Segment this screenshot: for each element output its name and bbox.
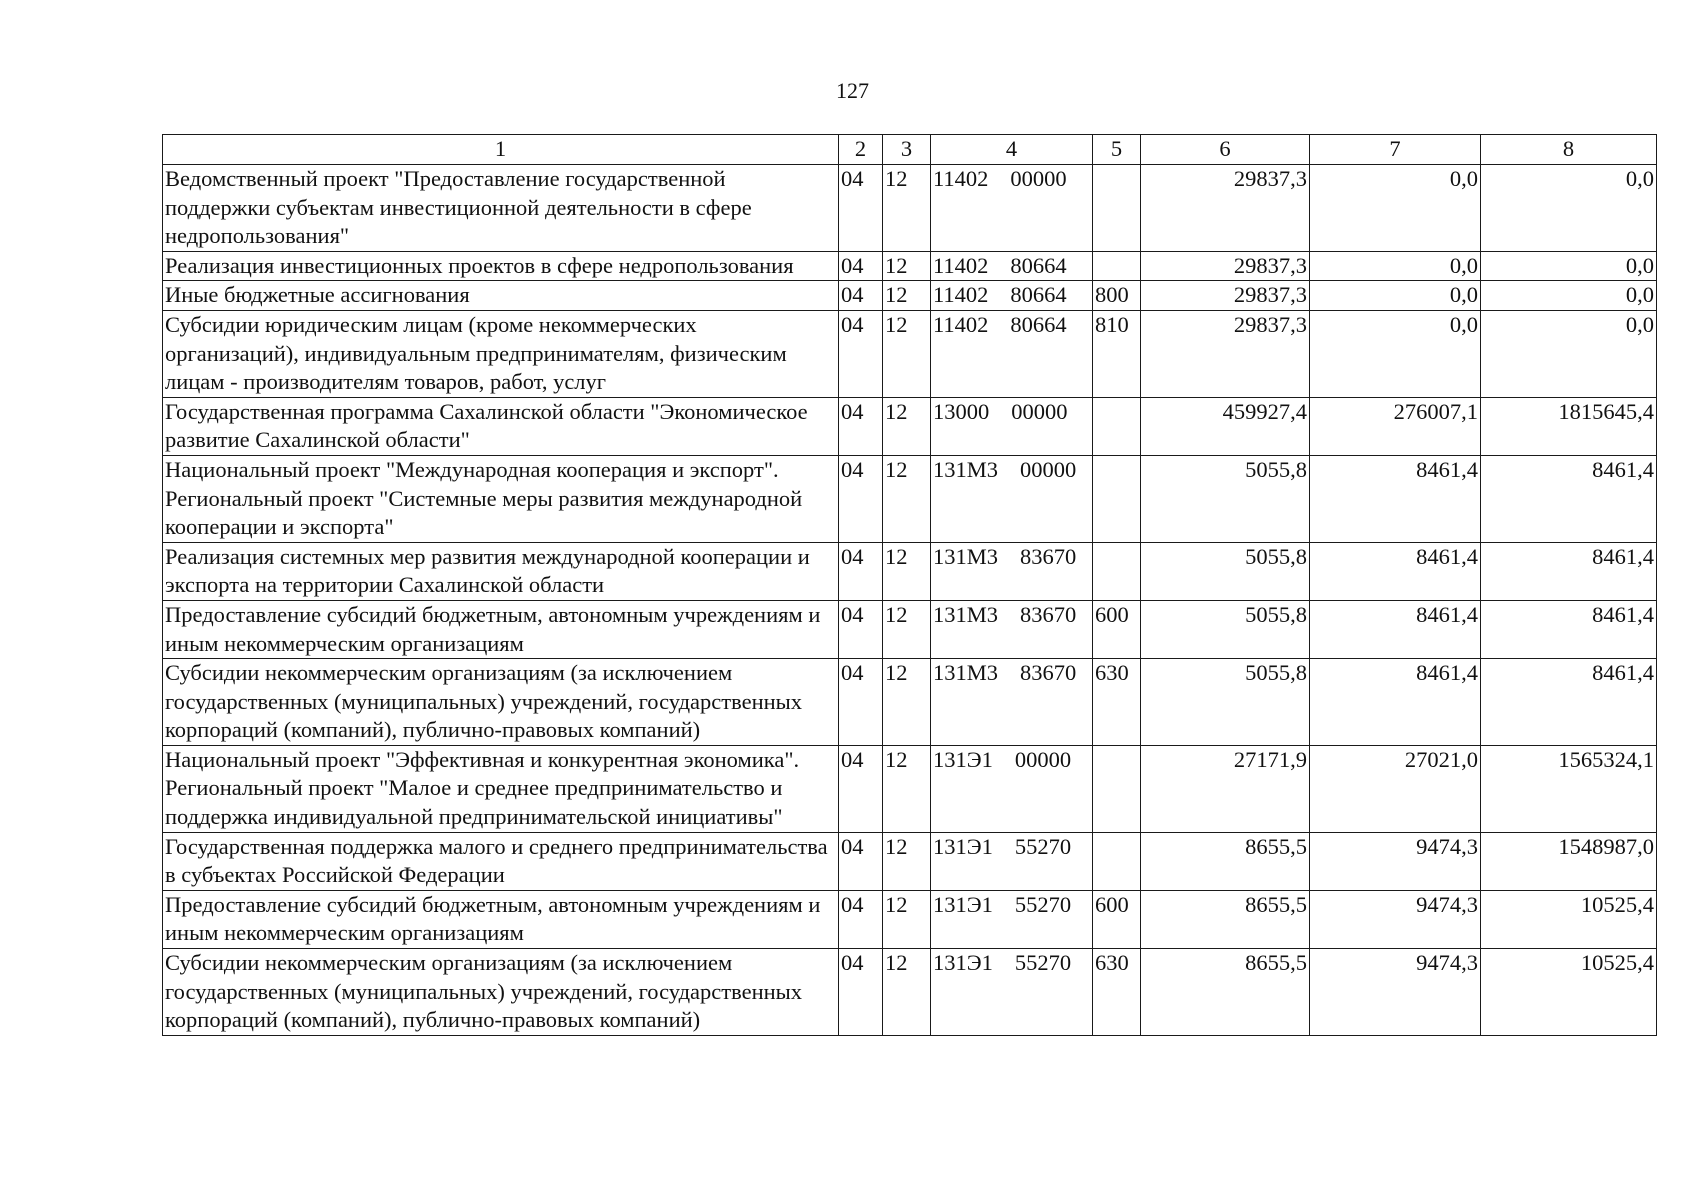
- amount-col-7: 8461,4: [1310, 542, 1481, 600]
- amount-col-7: 0,0: [1310, 281, 1481, 311]
- target-article-part2: 80664: [1010, 282, 1067, 308]
- expense-type-code: 600: [1093, 600, 1141, 658]
- table-row: [163, 600, 1657, 658]
- target-article-part2: 80664: [1010, 252, 1067, 278]
- target-article-part1: 11402: [933, 252, 989, 278]
- subsection-code: 12: [883, 455, 931, 542]
- target-article-code: [931, 165, 1093, 252]
- row-name: Ведомственный проект "Предоставление государственной поддержки субъектам инвестиционной деятельности в сфере недропользования": [163, 165, 839, 252]
- amount-col-7: 276007,1: [1310, 397, 1481, 455]
- section-code: 04: [839, 455, 883, 542]
- column-header: 2: [839, 135, 883, 165]
- amount-col-8: 10525,4: [1481, 949, 1657, 1036]
- amount-col-6: 5055,8: [1141, 455, 1310, 542]
- page-number: 127: [836, 78, 869, 103]
- amount-col-6: 29837,3: [1141, 251, 1310, 281]
- subsection-code: 12: [883, 310, 931, 397]
- row-name: Национальный проект "Эффективная и конкурентная экономика". Региональный проект "Малое и среднее предпринимательство и поддержка индивидуальной предпринимательской инициативы": [163, 745, 839, 832]
- amount-col-6: 29837,3: [1141, 281, 1310, 311]
- table-row: [163, 455, 1657, 542]
- target-article-part2: 55270: [1014, 950, 1072, 976]
- section-code: 04: [839, 310, 883, 397]
- amount-col-7: 9474,3: [1310, 890, 1481, 948]
- target-article-part2: 00000: [1020, 456, 1077, 482]
- target-article-part1: 11402: [933, 166, 989, 191]
- row-name: Субсидии некоммерческим организациям (за исключением государственных (муниципальных) учреждений, государственных корпораций (компаний), публично-правовых компаний): [163, 659, 839, 746]
- amount-col-8: 1548987,0: [1481, 832, 1657, 890]
- subsection-code: 12: [883, 542, 931, 600]
- expense-type-code: 800: [1093, 281, 1141, 311]
- target-article-code: [931, 251, 1093, 281]
- row-name: Государственная поддержка малого и среднего предпринимательства в субъектах Российской Федерации: [163, 832, 839, 890]
- table-row: [163, 659, 1657, 746]
- subsection-code: 12: [883, 949, 931, 1036]
- target-article-part1: 131Э1: [933, 746, 993, 772]
- target-article-part1: 13000: [933, 398, 990, 424]
- target-article-code: [931, 949, 1093, 1036]
- table-row: [163, 890, 1657, 948]
- row-name: Национальный проект "Международная кооперация и экспорт". Региональный проект "Системные меры развития международной кооперации и экспорта": [163, 455, 839, 542]
- target-article-code: [931, 542, 1093, 600]
- expense-type-code: [1093, 542, 1141, 600]
- target-article-code: [931, 745, 1093, 832]
- budget-table: [162, 134, 1657, 1036]
- amount-col-8: 1815645,4: [1481, 397, 1657, 455]
- amount-col-7: 0,0: [1310, 310, 1481, 397]
- target-article-code: [931, 310, 1093, 397]
- row-name: Субсидии некоммерческим организациям (за исключением государственных (муниципальных) учреждений, государственных корпораций (компаний), публично-правовых компаний): [163, 949, 839, 1036]
- amount-col-8: 8461,4: [1481, 542, 1657, 600]
- amount-col-6: 29837,3: [1141, 165, 1310, 252]
- subsection-code: 12: [883, 832, 931, 890]
- row-name: Предоставление субсидий бюджетным, автономным учреждениям и иным некоммерческим организациям: [163, 600, 839, 658]
- target-article-part1: 131Э1: [933, 950, 993, 976]
- subsection-code: 12: [883, 281, 931, 311]
- amount-col-6: 8655,5: [1141, 949, 1310, 1036]
- amount-col-8: 1565324,1: [1481, 745, 1657, 832]
- amount-col-8: 0,0: [1481, 310, 1657, 397]
- section-code: 04: [839, 745, 883, 832]
- expense-type-code: 810: [1093, 310, 1141, 397]
- column-header: 6: [1141, 135, 1310, 165]
- row-name: Реализация инвестиционных проектов в сфере недропользования: [163, 251, 839, 281]
- expense-type-code: [1093, 397, 1141, 455]
- target-article-part1: 11402: [933, 282, 989, 308]
- amount-col-8: 8461,4: [1481, 600, 1657, 658]
- target-article-part2: 83670: [1020, 660, 1077, 686]
- amount-col-6: 5055,8: [1141, 659, 1310, 746]
- target-article-part2: 00000: [1011, 398, 1068, 424]
- row-name: Реализация системных мер развития международной кооперации и экспорта на территории Сахалинской области: [163, 542, 839, 600]
- column-header: 1: [163, 135, 839, 165]
- amount-col-6: 8655,5: [1141, 832, 1310, 890]
- target-article-part2: 80664: [1010, 311, 1067, 337]
- column-header: 4: [931, 135, 1093, 165]
- expense-type-code: [1093, 165, 1141, 252]
- section-code: 04: [839, 542, 883, 600]
- amount-col-6: 27171,9: [1141, 745, 1310, 832]
- subsection-code: 12: [883, 890, 931, 948]
- target-article-part1: 131М3: [933, 543, 999, 569]
- section-code: 04: [839, 949, 883, 1036]
- amount-col-7: 0,0: [1310, 165, 1481, 252]
- amount-col-7: 9474,3: [1310, 832, 1481, 890]
- amount-col-7: 0,0: [1310, 251, 1481, 281]
- section-code: 04: [839, 832, 883, 890]
- target-article-part2: 55270: [1014, 891, 1072, 917]
- row-name: Государственная программа Сахалинской области "Экономическое развитие Сахалинской области": [163, 397, 839, 455]
- table-row: [163, 832, 1657, 890]
- table-row: [163, 397, 1657, 455]
- amount-col-8: 10525,4: [1481, 890, 1657, 948]
- target-article-part2: 00000: [1014, 746, 1072, 772]
- target-article-part1: 131Э1: [933, 891, 993, 917]
- subsection-code: 12: [883, 745, 931, 832]
- amount-col-8: 8461,4: [1481, 455, 1657, 542]
- row-name: Субсидии юридическим лицам (кроме некоммерческих организаций), индивидуальным предпринимателям, физическим лицам - производителям товаров, работ, услуг: [163, 310, 839, 397]
- row-name: Иные бюджетные ассигнования: [163, 281, 839, 311]
- section-code: 04: [839, 659, 883, 746]
- amount-col-8: 0,0: [1481, 281, 1657, 311]
- subsection-code: 12: [883, 397, 931, 455]
- expense-type-code: [1093, 251, 1141, 281]
- table-row: [163, 310, 1657, 397]
- target-article-code: [931, 397, 1093, 455]
- target-article-part2: 55270: [1014, 833, 1072, 859]
- subsection-code: 12: [883, 251, 931, 281]
- column-header: 7: [1310, 135, 1481, 165]
- amount-col-6: 5055,8: [1141, 600, 1310, 658]
- section-code: 04: [839, 397, 883, 455]
- section-code: 04: [839, 165, 883, 252]
- row-name: Предоставление субсидий бюджетным, автономным учреждениям и иным некоммерческим организациям: [163, 890, 839, 948]
- subsection-code: 12: [883, 659, 931, 746]
- section-code: 04: [839, 281, 883, 311]
- amount-col-6: 29837,3: [1141, 310, 1310, 397]
- target-article-code: [931, 890, 1093, 948]
- expense-type-code: 600: [1093, 890, 1141, 948]
- expense-type-code: [1093, 455, 1141, 542]
- column-header: 8: [1481, 135, 1657, 165]
- table-body: [163, 165, 1657, 1036]
- amount-col-7: 27021,0: [1310, 745, 1481, 832]
- amount-col-7: 8461,4: [1310, 455, 1481, 542]
- target-article-code: [931, 600, 1093, 658]
- amount-col-8: 0,0: [1481, 165, 1657, 252]
- table-row: [163, 542, 1657, 600]
- subsection-code: 12: [883, 600, 931, 658]
- target-article-part2: 83670: [1020, 543, 1077, 569]
- target-article-part1: 131Э1: [933, 833, 993, 859]
- section-code: 04: [839, 251, 883, 281]
- amount-col-7: 8461,4: [1310, 659, 1481, 746]
- amount-col-7: 9474,3: [1310, 949, 1481, 1036]
- column-header: 3: [883, 135, 931, 165]
- amount-col-6: 5055,8: [1141, 542, 1310, 600]
- table-row: [163, 251, 1657, 281]
- section-code: 04: [839, 600, 883, 658]
- target-article-code: [931, 455, 1093, 542]
- amount-col-7: 8461,4: [1310, 600, 1481, 658]
- subsection-code: 12: [883, 165, 931, 252]
- target-article-part1: 131М3: [933, 456, 999, 482]
- table-header-row: [163, 135, 1657, 165]
- expense-type-code: 630: [1093, 659, 1141, 746]
- expense-type-code: [1093, 745, 1141, 832]
- table-row: [163, 165, 1657, 252]
- expense-type-code: [1093, 832, 1141, 890]
- expense-type-code: 630: [1093, 949, 1141, 1036]
- section-code: 04: [839, 890, 883, 948]
- amount-col-6: 8655,5: [1141, 890, 1310, 948]
- target-article-part2: 83670: [1020, 601, 1077, 627]
- amount-col-6: 459927,4: [1141, 397, 1310, 455]
- target-article-part1: 131М3: [933, 660, 999, 686]
- target-article-code: [931, 832, 1093, 890]
- target-article-part2: 00000: [1010, 166, 1067, 191]
- table-row: [163, 949, 1657, 1036]
- amount-col-8: 8461,4: [1481, 659, 1657, 746]
- target-article-code: [931, 281, 1093, 311]
- target-article-code: [931, 659, 1093, 746]
- table-row: [163, 281, 1657, 311]
- amount-col-8: 0,0: [1481, 251, 1657, 281]
- table-row: [163, 745, 1657, 832]
- target-article-part1: 131М3: [933, 601, 999, 627]
- column-header: 5: [1093, 135, 1141, 165]
- target-article-part1: 11402: [933, 311, 989, 337]
